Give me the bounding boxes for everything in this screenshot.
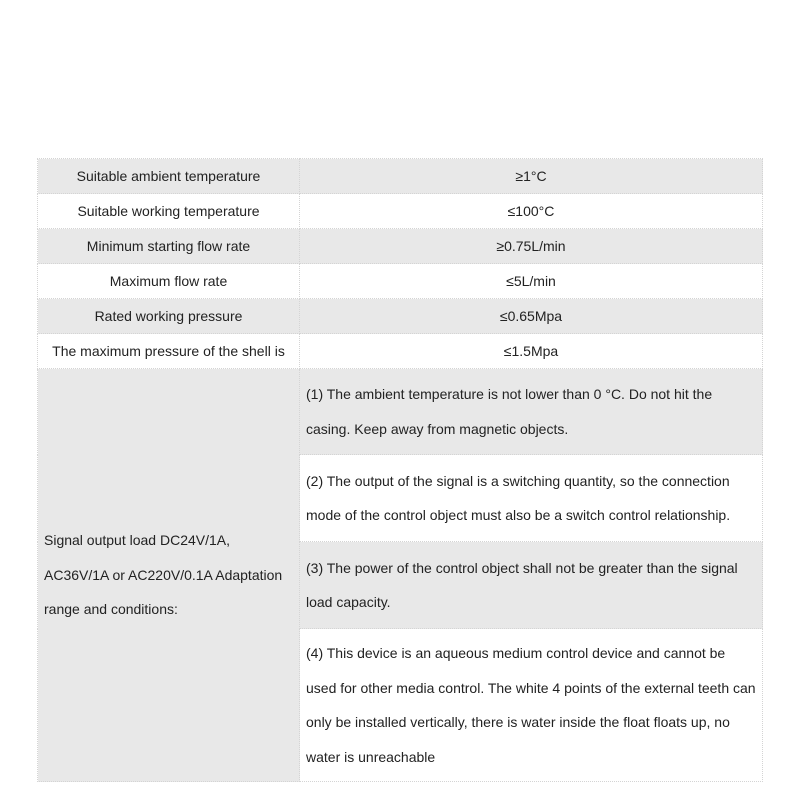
conditions-label-line: Signal output load DC24V/1A, <box>44 532 231 549</box>
condition-note: (4) This device is an aqueous medium control device and cannot be used for other media control. The white 4 points of the external teeth can only be installed vertically, there is water inside the float floats up, no water is unreachable <box>300 629 763 782</box>
conditions-label-line: range and conditions: <box>44 601 178 618</box>
spec-label: Rated working pressure <box>38 299 300 334</box>
spec-value: ≤1.5Mpa <box>300 334 763 369</box>
spec-value: ≤0.65Mpa <box>300 299 763 334</box>
condition-note: (2) The output of the signal is a switching quantity, so the connection mode of the control object must also be a switch control relationship. <box>300 455 763 542</box>
table-row-rated-pressure <box>38 299 763 334</box>
table-row-working-temperature <box>38 194 763 229</box>
table-row-shell-pressure <box>38 334 763 369</box>
spec-label: The maximum pressure of the shell is <box>38 334 300 369</box>
spec-value: ≤100°C <box>300 194 763 229</box>
table-row-min-flow-rate <box>38 229 763 264</box>
spec-value: ≥0.75L/min <box>300 229 763 264</box>
spec-label: Suitable ambient temperature <box>38 159 300 194</box>
spec-value: ≤5L/min <box>300 264 763 299</box>
specification-table <box>37 158 763 782</box>
condition-note: (1) The ambient temperature is not lower than 0 °C. Do not hit the casing. Keep away from magnetic objects. <box>300 369 763 455</box>
condition-note: (3) The power of the control object shall not be greater than the signal load capacity. <box>300 542 763 629</box>
spec-value: ≥1°C <box>300 159 763 194</box>
conditions-label <box>38 369 300 782</box>
conditions-label-line: AC36V/1A or AC220V/0.1A Adaptation <box>44 566 283 583</box>
table-row-conditions-note-1 <box>38 369 763 455</box>
spec-label: Suitable working temperature <box>38 194 300 229</box>
spec-label: Minimum starting flow rate <box>38 229 300 264</box>
table-row-max-flow-rate <box>38 264 763 299</box>
spec-label: Maximum flow rate <box>38 264 300 299</box>
table-row-ambient-temperature <box>38 159 763 194</box>
